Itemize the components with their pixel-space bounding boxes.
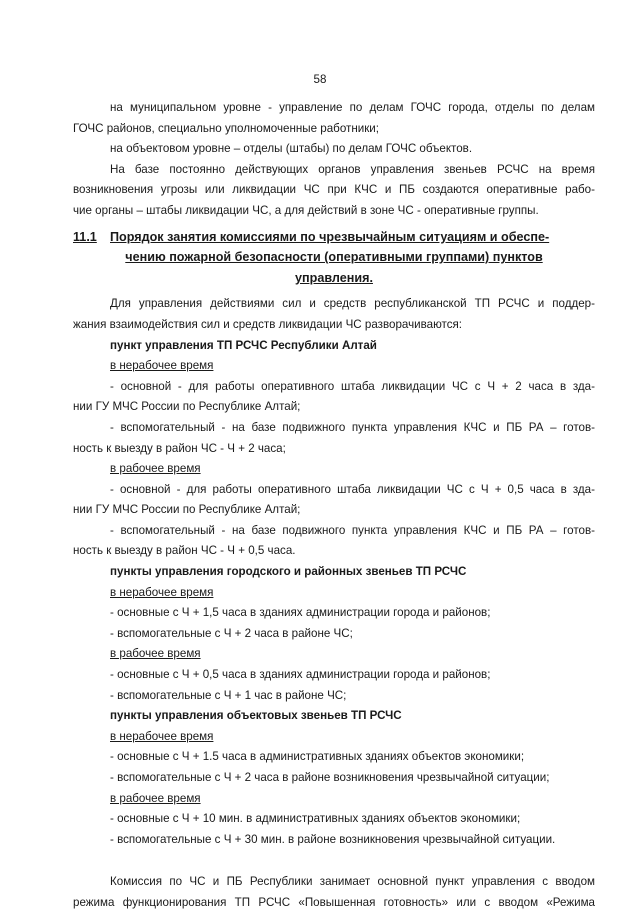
lead-line: жания взаимодействия сил и средств ликвидации ЧС разворачиваются: <box>73 317 462 331</box>
intro-line: на муниципальном уровне - управление по делам ГОЧС города, отделы по делам <box>110 101 595 114</box>
list-item: - основной - для работы оперативного штаба ликвидации ЧС с Ч + 2 часа в зда- <box>110 379 595 393</box>
list-item: ность к выезду в район ЧС - Ч + 0,5 часа. <box>73 544 296 558</box>
list-item: - вспомогательные с Ч + 2 часа в районе возникновения чрезвычайной ситуации; <box>110 771 550 784</box>
time-label: в рабочее время <box>110 647 201 661</box>
list-item: - вспомогательные с Ч + 30 мин. в районе возникновения чрезвычайной ситуации. <box>110 832 556 846</box>
list-item: - вспомогательный - на базе подвижного пункта управления КЧС и ПБ РА – готов- <box>110 523 595 537</box>
time-label: в рабочее время <box>110 791 201 805</box>
list-item: - основные с Ч + 10 мин. в административных зданиях объектов экономики; <box>110 812 521 826</box>
section-title-line: Порядок занятия комиссиями по чрезвычайным ситуациям и обеспе- <box>110 229 550 244</box>
time-label: в нерабочее время <box>110 729 214 743</box>
section-title-line: чению пожарной безопасности (оперативными группами) пунктов <box>125 250 543 265</box>
group-title: пункт управления ТП РСЧС Республики Алтай <box>110 338 377 352</box>
list-item: нии ГУ МЧС России по Республике Алтай; <box>73 400 301 414</box>
page-body <box>73 98 595 914</box>
time-label: в нерабочее время <box>110 359 214 373</box>
final-line: Комиссия по ЧС и ПБ Республики занимает основной пункт управления с вводом <box>110 875 595 889</box>
intro-line: ГОЧС районов, специально уполномоченные работники; <box>73 121 379 135</box>
section-title-line: управления. <box>295 270 373 285</box>
intro-line: возникновения угрозы или ликвидации ЧС при КЧС и ПБ создаются оперативные рабо- <box>73 183 595 197</box>
list-item: - основные с Ч + 1,5 часа в зданиях администрации города и районов; <box>110 606 491 620</box>
list-item: - основные с Ч + 1.5 часа в административных зданиях объектов экономики; <box>110 750 525 764</box>
intro-line: На базе постоянно действующих органов управления звеньев РСЧС на время <box>110 162 595 176</box>
time-label: в нерабочее время <box>110 585 214 599</box>
list-item: - вспомогательные с Ч + 2 часа в районе ЧС; <box>110 626 353 640</box>
list-item: нии ГУ МЧС России по Республике Алтай; <box>73 503 301 517</box>
section-heading <box>73 227 595 289</box>
final-line: режима функционирования ТП РСЧС «Повышенная готовность» или с вводом «Режима <box>73 895 595 909</box>
group-title: пункты управления городского и районных звеньев ТП РСЧС <box>110 565 467 579</box>
intro-line: чие органы – штабы ликвидации ЧС, а для действий в зоне ЧС - оперативные группы. <box>73 203 539 217</box>
intro-line: на объектовом уровне – отделы (штабы) по делам ГОЧС объектов. <box>110 142 473 156</box>
list-item: - вспомогательные с Ч + 1 час в районе ЧС; <box>110 688 347 702</box>
list-item: - основные с Ч + 0,5 часа в зданиях администрации города и районов; <box>110 668 491 682</box>
group-title: пункты управления объектовых звеньев ТП РСЧС <box>110 709 402 723</box>
section-number: 11.1 <box>73 229 97 244</box>
page-number: 58 <box>313 73 327 86</box>
list-item: - вспомогательный - на базе подвижного пункта управления КЧС и ПБ РА – готов- <box>110 420 595 434</box>
list-item: ность к выезду в район ЧС - Ч + 2 часа; <box>73 441 286 455</box>
time-label: в рабочее время <box>110 462 201 476</box>
lead-line: Для управления действиями сил и средств республиканской ТП РСЧС и поддер- <box>110 297 595 311</box>
list-item: - основной - для работы оперативного штаба ликвидации ЧС с Ч + 0,5 часа в зда- <box>110 482 595 496</box>
